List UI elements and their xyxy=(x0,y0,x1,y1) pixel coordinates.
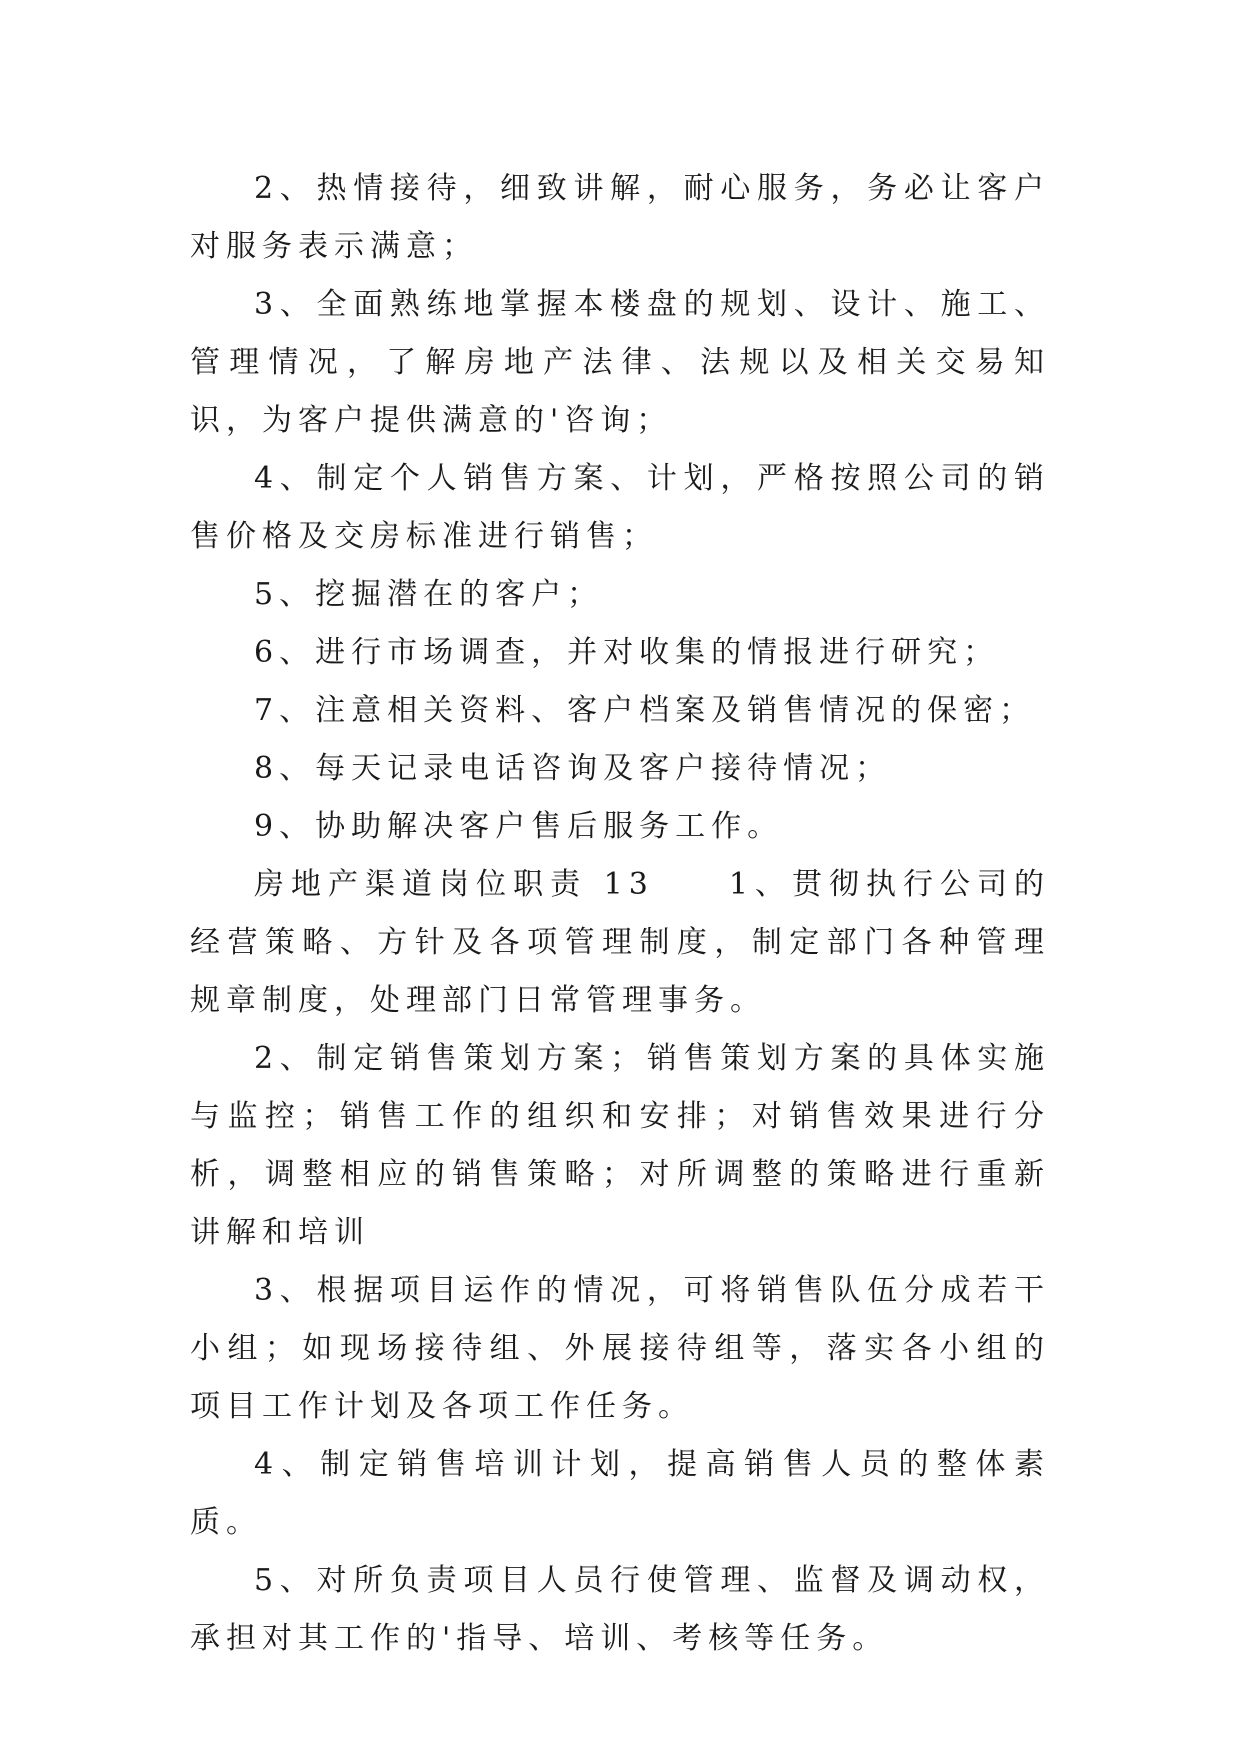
paragraph-duty-3: 3、全面熟练地掌握本楼盘的规划、设计、施工、管理情况，了解房地产法律、法规以及相关交易知识，为客户提供满意的'咨询； xyxy=(190,287,1050,438)
paragraph-duty-9: 9、协助解决客户售后服务工作。 xyxy=(254,809,784,844)
paragraph-section13-duty-5: 5、对所负责项目人员行使管理、监督及调动权，承担对其工作的'指导、培训、考核等任务。 xyxy=(190,1563,1050,1656)
paragraph-duty-6: 6、进行市场调查，并对收集的情报进行研究； xyxy=(254,635,1000,670)
paragraph-section13-duty-3: 3、根据项目运作的情况，可将销售队伍分成若干小组；如现场接待组、外展接待组等，落实各小组的项目工作计划及各项工作任务。 xyxy=(190,1273,1050,1424)
paragraph-section13-duty-4: 4、制定销售培训计划，提高销售人员的整体素质。 xyxy=(190,1447,1050,1540)
document-body xyxy=(190,160,1050,1668)
paragraph-duty-7: 7、注意相关资料、客户档案及销售情况的保密； xyxy=(254,693,1036,728)
paragraph-duty-5: 5、挖掘潜在的客户； xyxy=(254,577,604,612)
paragraph-duty-4: 4、制定个人销售方案、计划，严格按照公司的销售价格及交房标准进行销售； xyxy=(190,461,1050,554)
paragraph-duty-2: 2、热情接待，细致讲解，耐心服务，务必让客户对服务表示满意； xyxy=(190,171,1050,264)
paragraph-section13-duty-2: 2、制定销售策划方案；销售策划方案的具体实施与监控；销售工作的组织和安排；对销售效果进行分析，调整相应的销售策略；对所调整的策略进行重新讲解和培训 xyxy=(190,1041,1050,1250)
section-heading-13: 房地产渠道岗位职责 13 1、贯彻执行公司的经营策略、方针及各项管理制度，制定部门各种管理规章制度，处理部门日常管理事务。 xyxy=(190,867,1050,1018)
paragraph-duty-8: 8、每天记录电话咨询及客户接待情况； xyxy=(254,751,892,786)
